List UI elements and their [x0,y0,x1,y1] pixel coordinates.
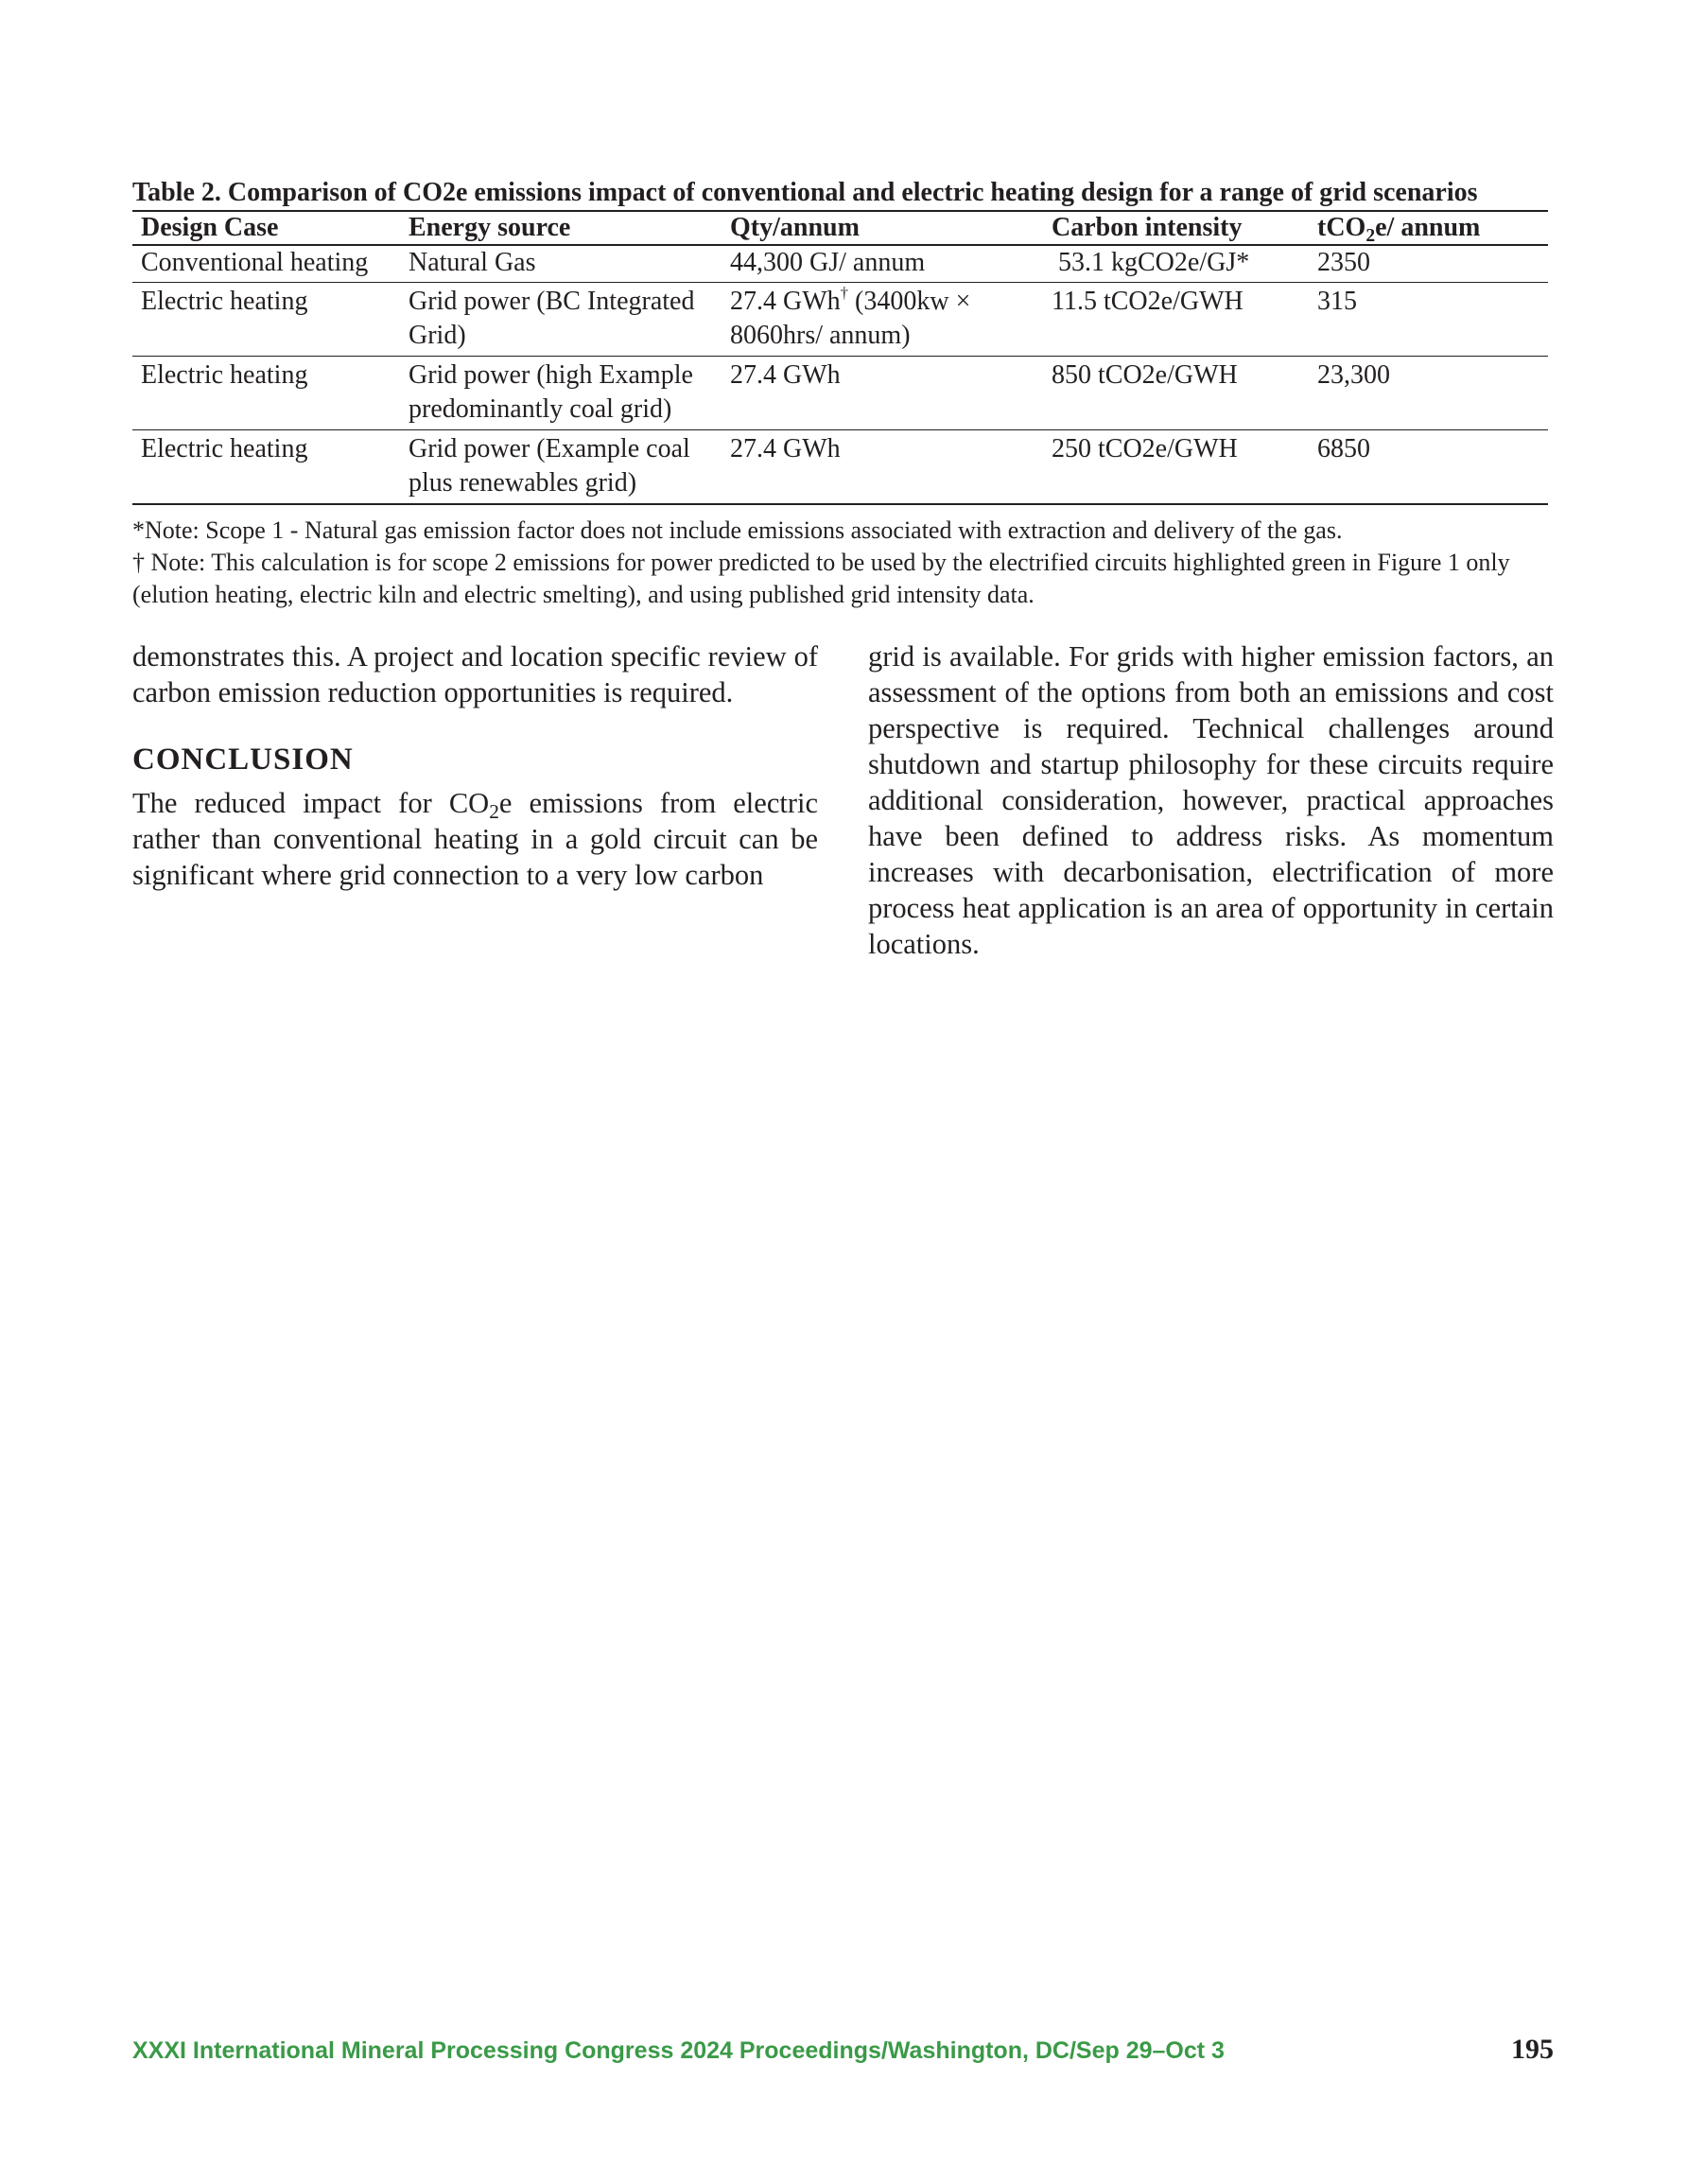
right-column [868,638,1554,962]
cell-design-case: Electric heating [132,357,400,430]
cell-energy-source: Grid power (high Example predominantly coal grid) [400,357,722,430]
header-energy-source: Energy source [400,211,722,245]
cell-qty-suffix: (3400kw × 8060hrs/ annum) [730,287,978,350]
conclusion-text-suffix: e emissions from electric rather than conventional heating in a gold circuit can be significant where grid connection to a very low carbon [132,787,818,891]
cell-qty-prefix: 27.4 GWh [730,287,841,316]
header-qty: Qty/annum [722,211,1043,245]
cell-energy-source: Natural Gas [400,245,722,283]
table-block [132,176,1548,611]
cell-energy-source: Grid power (BC Integrated Grid) [400,283,722,357]
header-emissions [1309,211,1548,245]
dagger-mark: † [840,284,849,302]
table-row [132,283,1548,357]
cell-design-case: Electric heating [132,283,400,357]
emissions-comparison-table [132,210,1548,505]
table-row [132,245,1548,283]
footer-proceedings: XXXI International Mineral Processing Congress 2024 Proceedings/Washington, DC/Sep 29–Oct 3 [132,2037,1225,2064]
table-row [132,357,1548,430]
table-header-row [132,211,1548,245]
cell-design-case: Electric heating [132,430,400,505]
cell-energy-source: Grid power (Example coal plus renewables grid) [400,430,722,505]
cell-qty: 27.4 GWh [722,357,1043,430]
header-emissions-sub: 2 [1365,226,1376,246]
cell-design-case: Conventional heating [132,245,400,283]
right-paragraph: grid is available. For grids with higher emission factors, an assessment of the options from both an emissions and cost perspective is required. Technical challenges around shutdown and startup philosophy for these circuits require additional consideration, however, practical approaches have been defined to address risks. As momentum increases with decarbonisation, electrification of more process heat application is an area of opportunity in certain locations. [868,640,1554,960]
header-emissions-suffix: e/ annum [1375,213,1481,242]
table-notes [132,515,1548,611]
conclusion-paragraph [132,785,818,893]
cell-emissions: 315 [1309,283,1548,357]
cell-carbon-intensity: 250 tCO2e/GWH [1043,430,1309,505]
cell-emissions: 6850 [1309,430,1548,505]
left-paragraph: demonstrates this. A project and location specific review of carbon emission reduction opportunities is required. [132,640,818,708]
table-caption: Table 2. Comparison of CO2e emissions impact of conventional and electric heating design for a range of grid scenarios [132,178,1478,207]
cell-emissions: 23,300 [1309,357,1548,430]
cell-qty: 44,300 GJ/ annum [722,245,1043,283]
left-column [132,638,818,893]
page-number: 195 [1511,2034,1554,2065]
header-design-case: Design Case [132,211,400,245]
cell-emissions: 2350 [1309,245,1548,283]
header-emissions-prefix: tCO [1317,213,1366,242]
cell-qty [722,283,1043,357]
section-heading-conclusion: CONCLUSION [132,743,354,777]
co2-subscript: 2 [489,800,499,823]
cell-carbon-intensity: 11.5 tCO2e/GWH [1043,283,1309,357]
cell-carbon-intensity: 53.1 kgCO2e/GJ* [1043,245,1309,283]
cell-carbon-intensity: 850 tCO2e/GWH [1043,357,1309,430]
conclusion-text-prefix: The reduced impact for CO [132,787,490,819]
cell-qty: 27.4 GWh [722,430,1043,505]
header-carbon-intensity: Carbon intensity [1043,211,1309,245]
table-note-scope1: *Note: Scope 1 - Natural gas emission factor does not include emissions associated with extraction and delivery of the gas. [132,516,1343,544]
table-row [132,430,1548,505]
table-note-scope2: † Note: This calculation is for scope 2 emissions for power predicted to be used by the electrified circuits highlighted green in Figure 1 only (elution heating, electric kiln and electric smelting), and using published grid intensity data. [132,549,1510,608]
